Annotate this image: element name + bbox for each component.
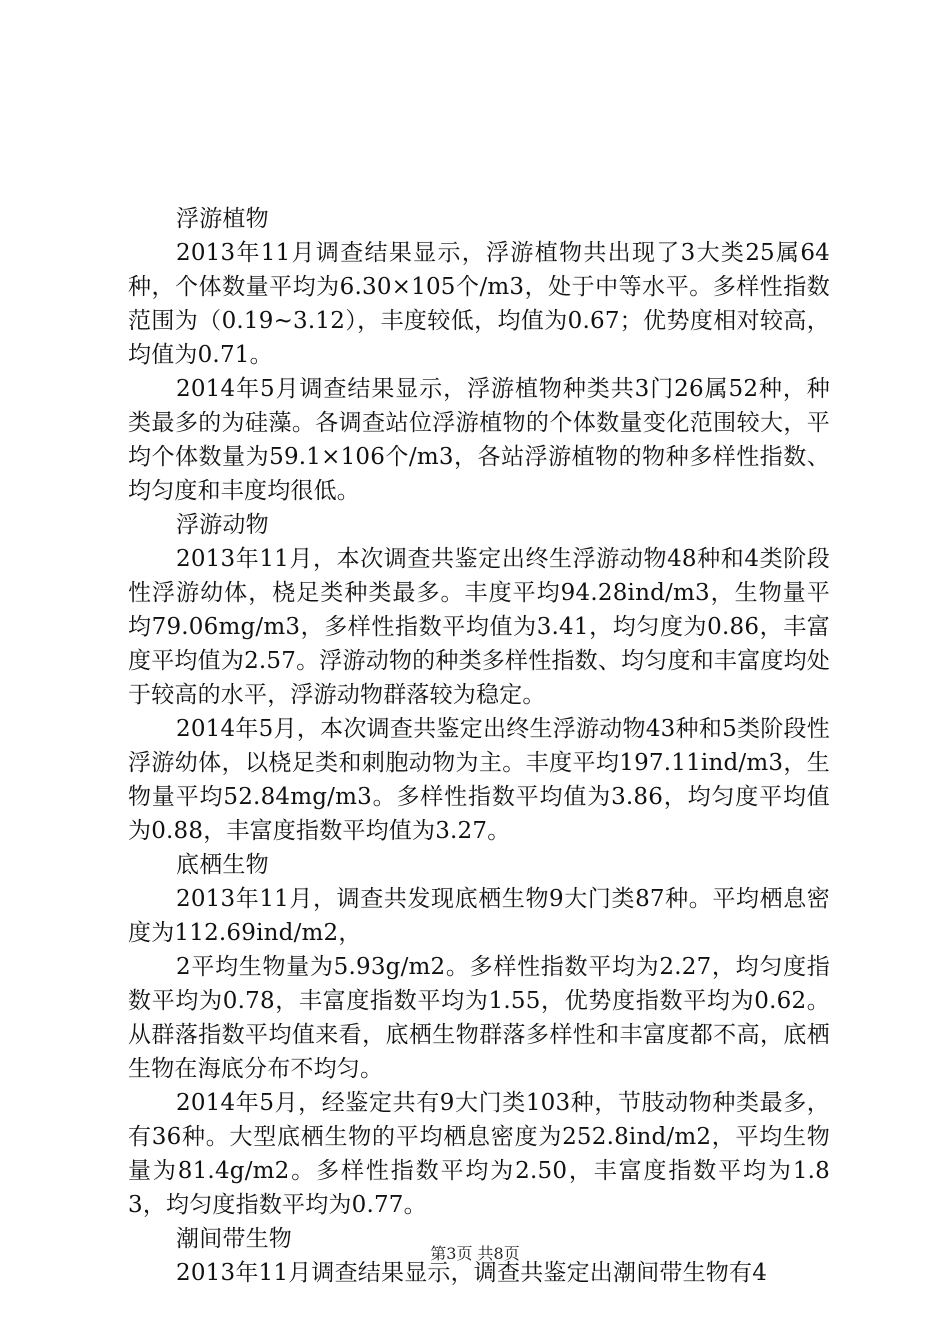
section-heading: 浮游动物 [176, 512, 269, 538]
section-heading: 底栖生物 [176, 852, 269, 878]
paragraph: 2平均生物量为5.93g/m2。多样性指数平均为2.27，均匀度指数平均为0.78，丰富度指数平均为1.55，优势度指数平均为0.62。从群落指数平均值来看，底栖生物群落多样性和丰富度都不高，底栖生物在海底分布不均匀。 [128, 954, 830, 1082]
section-phytoplankton [128, 202, 830, 508]
paragraph: 2014年5月，经鉴定共有9大门类103种，节肢动物种类最多，有36种。大型底栖生物的平均栖息密度为252.8ind/m2，平均生物量为81.4g/m2。多样性指数平均为2.50，丰富度指数平均为1.83，均匀度指数平均为0.77。 [128, 1090, 830, 1218]
paragraph: 2013年11月调查结果显示，调查共鉴定出潮间带生物有4 [176, 1260, 768, 1286]
paragraph: 2014年5月，本次调查共鉴定出终生浮游动物43种和5类阶段性浮游幼体，以桡足类和刺胞动物为主。丰度平均197.11ind/m3，生物量平均52.84mg/m3。多样性指数平均值为3.86，均匀度平均值为0.88，丰富度指数平均值为3.27。 [128, 716, 830, 844]
document-body [128, 202, 830, 1290]
section-zooplankton [128, 508, 830, 848]
section-benthos [128, 848, 830, 1222]
paragraph: 2013年11月调查结果显示，浮游植物共出现了3大类25属64种，个体数量平均为6.30×105个/m3，处于中等水平。多样性指数范围为（0.19~3.12），丰度较低，均值为0.67；优势度相对较高，均值为0.71。 [128, 240, 830, 368]
paragraph: 2013年11月，调查共发现底栖生物9大门类87种。平均栖息密度为112.69ind/m2， [128, 886, 830, 946]
paragraph: 2014年5月调查结果显示，浮游植物种类共3门26属52种，种类最多的为硅藻。各调查站位浮游植物的个体数量变化范围较大，平均个体数量为59.1×106个/m3，各站浮游植物的物种多样性指数、均匀度和丰度均很低。 [128, 376, 830, 504]
section-heading: 潮间带生物 [176, 1226, 292, 1252]
section-heading: 浮游植物 [176, 206, 269, 232]
page-footer: 第3页 共8页 [430, 1244, 520, 1263]
paragraph: 2013年11月，本次调查共鉴定出终生浮游动物48种和4类阶段性浮游幼体，桡足类种类最多。丰度平均94.28ind/m3，生物量平均79.06mg/m3，多样性指数平均值为3.41，均匀度为0.86，丰富度平均值为2.57。浮游动物的种类多样性指数、均匀度和丰富度均处于较高的水平，浮游动物群落较为稳定。 [128, 546, 830, 708]
